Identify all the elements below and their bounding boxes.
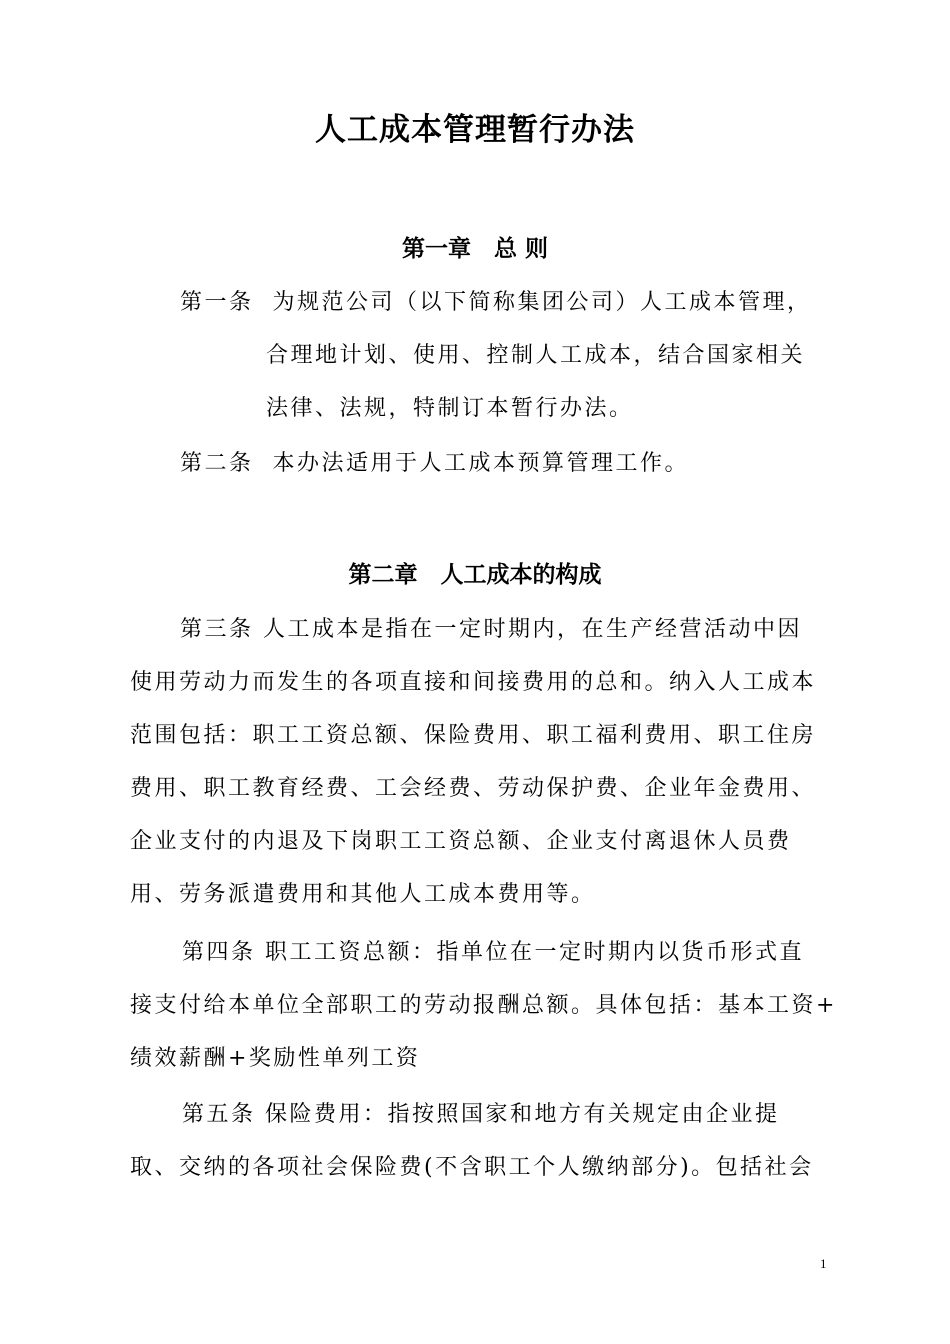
article-4-line-2: 接支付给本单位全部职工的劳动报酬总额。具体包括：基本工资+ <box>130 993 837 1018</box>
article-4-line-1: 第四条 职工工资总额：指单位在一定时期内以货币形式直 <box>182 940 804 965</box>
article-3-line-2: 使用劳动力而发生的各项直接和间接费用的总和。纳入人工成本 <box>130 670 817 695</box>
article-1-continuation <box>266 329 840 435</box>
chapter-2-heading: 第二章 人工成本的构成 <box>348 562 602 588</box>
article-3-line-3: 范围包括：职工工资总额、保险费用、职工福利费用、职工住房 <box>130 723 817 748</box>
article-1-line-1 <box>180 276 840 329</box>
article-1 <box>180 276 840 329</box>
article-1-label: 第一条 <box>180 290 273 315</box>
article-2-label: 第二条 <box>180 451 273 476</box>
page-number: 1 <box>820 1256 827 1271</box>
article-3-line-1: 第三条 人工成本是指在一定时期内，在生产经营活动中因 <box>180 617 802 642</box>
article-3-line-6: 用、劳务派遣费用和其他人工成本费用等。 <box>130 882 596 907</box>
article-2 <box>180 437 840 490</box>
article-5-line-2: 取、交纳的各项社会保险费(不含职工个人缴纳部分)。包括社会 <box>130 1155 814 1180</box>
article-5 <box>130 1088 840 1194</box>
article-1-line-3: 法律、法规，特制订本暂行办法。 <box>266 396 634 421</box>
article-3 <box>130 603 840 921</box>
document-title: 人工成本管理暂行办法 <box>315 112 635 148</box>
article-3-line-4: 费用、职工教育经费、工会经费、劳动保护费、企业年金费用、 <box>130 776 817 801</box>
article-5-line-1: 第五条 保险费用：指按照国家和地方有关规定由企业提 <box>182 1102 780 1127</box>
article-3-line-5: 企业支付的内退及下岗职工工资总额、企业支付离退休人员费 <box>130 829 792 854</box>
article-1-line-2: 合理地计划、使用、控制人工成本，结合国家相关 <box>266 343 806 368</box>
article-2-line-1 <box>180 437 840 490</box>
chapter-1-heading: 第一章 总 则 <box>401 236 548 262</box>
article-4 <box>130 926 840 1085</box>
article-1-text-1: 为规范公司（以下简称集团公司）人工成本管理， <box>272 290 812 315</box>
article-2-text: 本办法适用于人工成本预算管理工作。 <box>272 451 690 476</box>
article-4-line-3: 绩效薪酬+奖励性单列工资 <box>130 1046 421 1071</box>
